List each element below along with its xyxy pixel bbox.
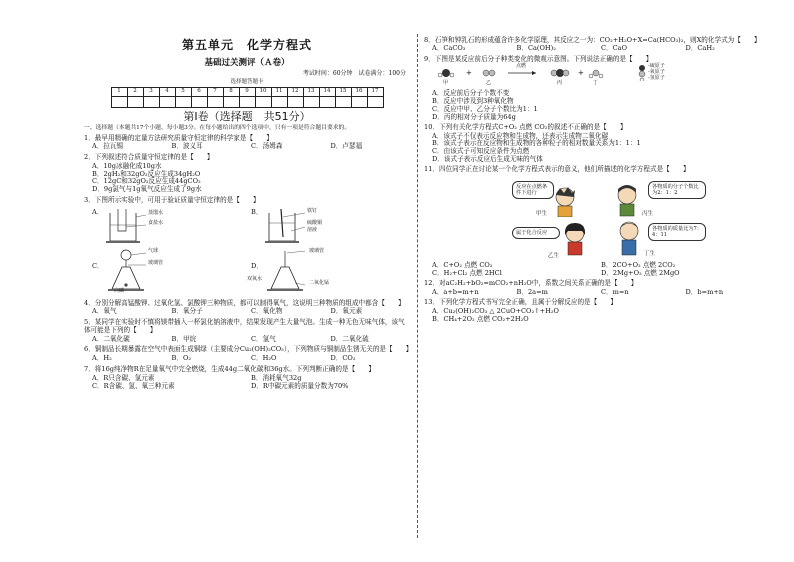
answer-card-cell[interactable] [303, 96, 319, 107]
q3-cap-a2: 食盐水 [148, 219, 164, 226]
q3-figure-b [251, 207, 410, 247]
left-column [84, 34, 413, 390]
answer-option[interactable]: C．氧化物 [251, 307, 283, 316]
q11-bubble-2: 各物质的分子个数比为2：1：2 [648, 181, 706, 199]
section-instructions: 一、选择题（本题共17个小题，每小题3分。在每小题给出的四个选项中，只有一项是符合题目要求的。 [84, 124, 351, 131]
answer-options [92, 375, 410, 391]
q3-cap-b1: 铁钉 [307, 207, 318, 214]
q3-figure-row-1 [92, 207, 410, 247]
page-subtitle: 基础过关测评（Ａ卷） [204, 58, 290, 69]
answer-options [92, 308, 410, 316]
q3-label-a: A． [92, 207, 104, 216]
question-item [424, 166, 770, 277]
answer-option[interactable]: A．Cu₂(OH)₂CO₃ △ 2CuO+CO₂↑+H₂O [432, 306, 559, 315]
q9-label-ding: 丁 [593, 80, 599, 87]
question-stem: 11．四位同学正在讨论某一个化学方程式表示的意义，他们所描述的化学方程式是【 】 [424, 165, 690, 174]
answer-option[interactable]: A．氧气 [92, 307, 117, 316]
answer-option[interactable]: B．消耗氧气32g [251, 373, 302, 382]
question-stem: 7．将16g纯净物R在足量氧气中完全燃烧，生成44g二氧化碳和36g水。下列判断正确的是【 】 [84, 365, 375, 374]
answer-option[interactable]: A．CaCO₃ [432, 44, 466, 53]
q3-cap-b3: 溶液 [307, 226, 318, 233]
answer-card-cell[interactable] [271, 96, 287, 107]
question-item [424, 299, 770, 323]
question-stem: 13．下列化学方程式书写完全正确，且属于分解反应的是【 】 [424, 298, 618, 307]
answer-card-cell[interactable] [207, 96, 223, 107]
answer-card-title: 选择题答题卡 [230, 79, 264, 86]
question-item [84, 319, 410, 343]
answer-option[interactable]: D．二氧化硫 [330, 334, 369, 343]
question-stem: 8．石笋和钟乳石的形成蕴含许多化学原理，其反应之一为：CO₂+H₂O+X=Ca(HCO₃)₂，则X的化学式为【 】 [424, 35, 761, 44]
answer-card-cell[interactable] [351, 96, 367, 107]
molecule-icon [432, 65, 682, 81]
exam-info: 考试时间：60分钟 试卷满分：100分 [302, 70, 406, 78]
q11-name-yi: 乙生 [548, 252, 560, 259]
answer-card-number: 12 [287, 87, 303, 96]
left-question-list [84, 133, 413, 391]
answer-option[interactable]: B．氧分子 [171, 307, 203, 316]
flask-icon [261, 249, 321, 295]
q11-bubble-4: 各物质的质量比为7：4：11 [648, 223, 706, 241]
q9-label-jia: 甲 [443, 80, 449, 87]
answer-option[interactable]: A．C+O₂ 点燃 CO₂ [432, 260, 493, 269]
answer-option[interactable]: C．汤姆森 [251, 142, 283, 151]
answer-option[interactable]: B．甲烷 [171, 334, 197, 343]
answer-card-number: 9 [239, 87, 255, 96]
svg-text:+: + [578, 69, 584, 78]
answer-option[interactable]: D．b=m+n [685, 287, 724, 296]
answer-option[interactable]: C．12gC和32gO₂反应生成44gCO₂ [92, 177, 201, 186]
answer-option[interactable]: B．该式子表示在反应物和生成物的各种粒子的相对数量关系为1：1：1 [432, 139, 641, 148]
answer-card [111, 87, 384, 108]
answer-card-cell[interactable] [239, 96, 255, 107]
q3-figure-c [92, 249, 251, 297]
question-stem: 3．下图所示实验中，可用于验证质量守恒定律的是【 】 [84, 195, 260, 204]
flask-icon [102, 249, 162, 295]
answer-option[interactable]: D．卢瑟福 [330, 142, 363, 151]
answer-card-cell[interactable] [111, 96, 127, 107]
q11-bubble-1: 反应在点燃条件下进行 [512, 181, 554, 199]
answer-card-cell[interactable] [367, 96, 383, 107]
right-column [424, 34, 770, 323]
question-item [424, 37, 770, 54]
answer-option[interactable]: A．反应前后分子个数不变 [432, 89, 510, 98]
question-item [84, 345, 413, 363]
answer-options [432, 308, 770, 324]
answer-card-number: 7 [207, 87, 223, 96]
answer-card-number: 3 [143, 87, 159, 96]
answer-option[interactable]: B．CH₄+2O₂ 点燃 CO₂+2H₂O [432, 314, 529, 323]
q9-label-yi: 乙 [486, 80, 492, 87]
q11-discussion-figure [424, 177, 770, 261]
student-avatar-icon [612, 183, 642, 217]
answer-card-number: 6 [191, 87, 207, 96]
answer-card-number: 17 [367, 87, 383, 96]
q3-cap-d2: 双氧水 [247, 275, 263, 282]
answer-card-number: 4 [159, 87, 175, 96]
answer-card-cell[interactable] [335, 96, 351, 107]
answer-options [92, 143, 410, 151]
answer-option[interactable]: A．拉瓦锡 [92, 142, 124, 151]
answer-option[interactable]: B．Ca(OH)₂ [516, 44, 556, 53]
question-stem: 9．下图是某反应前后分子种类变化的微观示意图。下列说法正确的是【 】 [424, 54, 653, 63]
answer-option[interactable]: A．a+b=m+n [432, 287, 479, 296]
answer-card-cell[interactable] [191, 96, 207, 107]
answer-card-number: 11 [271, 87, 287, 96]
answer-option[interactable]: C．氢气 [251, 334, 276, 343]
answer-card-cell[interactable] [287, 96, 303, 107]
answer-option[interactable]: B．2gH₂和32gO₂反应生成34gH₂O [92, 169, 201, 178]
q3-cap-a1: 蒸馏水 [148, 209, 164, 216]
answer-options [92, 336, 410, 344]
q3-cap-c1: 气球 [148, 247, 159, 254]
answer-option[interactable]: D．丙的相对分子质量为64g [432, 112, 516, 121]
answer-option[interactable]: A．R只含碳、氢元素 [92, 373, 155, 382]
answer-option[interactable]: D．CaH₂ [685, 44, 715, 53]
section-title: 第Ⅰ卷（选择题 共51分） [183, 109, 311, 123]
q3-cap-d3: 二氧化锰 [309, 279, 330, 286]
answer-option[interactable]: D．该式子表示反应后生成无味的气体 [432, 154, 543, 163]
q3-cap-c2: 玻璃管 [148, 259, 164, 266]
q3-label-d: D． [251, 261, 263, 270]
answer-option[interactable]: B．O₂ [171, 354, 191, 363]
q3-figure-d [247, 247, 410, 297]
answer-option[interactable]: A．10g冰融化成10g水 [92, 161, 162, 170]
answer-options [432, 90, 770, 121]
q3-figure-a [92, 207, 251, 247]
svg-text:+: + [466, 69, 472, 78]
question-item [424, 124, 770, 164]
question-stem: 5．某同学在实验时不慎将镁带插入一杯氯化钠溶液中，结果发现产生大量气泡。生成一种无色无味气体，该气体可能是下列的【 】 [84, 318, 405, 334]
answer-card-number: 16 [351, 87, 367, 96]
q9-condition: 点燃 [516, 63, 527, 70]
q3-figure-row-2 [92, 249, 410, 297]
answer-card-number: 2 [127, 87, 143, 96]
answer-options [92, 355, 410, 363]
q9-legend-h: -氢原子 [648, 75, 665, 82]
answer-option[interactable]: A．二氧化碳 [92, 334, 130, 343]
answer-option[interactable]: A．H₂ [92, 354, 112, 363]
answer-option[interactable]: C．反应中甲、乙分子个数比为1：1 [432, 104, 538, 113]
answer-card-cell[interactable] [143, 96, 159, 107]
answer-card-cell[interactable] [319, 96, 335, 107]
answer-option[interactable]: A．该式子不仅表示反应物和生成物，还表示生成物二氧化碳 [432, 131, 609, 140]
question-stem: 1．最早用精确的定量方法研究质量守恒定律的科学家是【 】 [84, 133, 273, 142]
answer-options [432, 289, 770, 297]
answer-options [92, 163, 410, 194]
answer-card-cell[interactable] [175, 96, 191, 107]
answer-card-cell[interactable] [223, 96, 239, 107]
q3-label-c: C． [92, 261, 104, 270]
question-stem: 6．铜制品长期暴露在空气中表面生成铜绿（主要成分Cu₂(OH)₂CO₃），下列物质与铜制品生锈无关的是【 】 [84, 345, 413, 354]
answer-options [432, 262, 770, 278]
question-stem: 10．下列有关化学方程式C+O₂ 点燃 CO₂的叙述不正确的是【 】 [424, 122, 627, 131]
q11-bubble-3: 属于化合反应 [512, 227, 560, 239]
q9-legend-o: -氧原子 [648, 69, 665, 76]
q3-cap-d1: 玻璃管 [309, 247, 325, 254]
answer-option[interactable]: C．H₂O [251, 354, 277, 363]
answer-card-number: 10 [255, 87, 271, 96]
column-divider [417, 34, 418, 538]
answer-option[interactable]: C．R含碳、氢、氧三种元素 [92, 381, 175, 390]
answer-option[interactable]: C．由该式子可知反应条件为点燃 [432, 147, 530, 156]
answer-card-cell[interactable] [127, 96, 143, 107]
page-title: 第五单元 化学方程式 [181, 38, 312, 52]
question-stem: 2．下列叙述符合质量守恒定律的是【 】 [84, 153, 214, 162]
answer-options [432, 45, 770, 53]
answer-card-cell[interactable] [255, 96, 271, 107]
q9-molecule-diagram [432, 65, 770, 89]
q11-name-jia: 甲生 [536, 210, 548, 217]
answer-card-number: 1 [111, 87, 127, 96]
answer-option[interactable]: C．CaO [601, 44, 628, 53]
question-item [84, 197, 410, 297]
question-item [84, 300, 410, 317]
answer-options [432, 133, 770, 164]
question-item [424, 56, 770, 122]
q3-cap-c3: 白磷 [114, 287, 125, 294]
answer-card-number: 15 [335, 87, 351, 96]
question-item [84, 154, 410, 194]
question-item [84, 366, 410, 390]
answer-option[interactable]: C．H₂+Cl₂ 点燃 2HCl [432, 268, 502, 277]
q3-cap-b2: 硫酸铜 [307, 219, 323, 226]
answer-card-number: 8 [223, 87, 239, 96]
answer-card-number: 5 [175, 87, 191, 96]
answer-option[interactable]: B．2CO+O₂ 点燃 2CO₂ [601, 260, 676, 269]
answer-option[interactable]: D．CO₂ [330, 354, 356, 363]
q3-label-b: B． [251, 207, 263, 216]
answer-option[interactable]: B．反应中涉及到3种氧化物 [432, 97, 514, 106]
answer-option[interactable]: B．波义耳 [171, 142, 203, 151]
student-avatar-icon [560, 221, 590, 257]
question-stem: 4．分别分解高锰酸钾、过氧化氢、氯酸钾三种物质，都可以制得氧气，这说明三种物质的组成中都含【 】 [84, 298, 405, 307]
student-avatar-icon [614, 219, 644, 257]
student-avatar-icon [550, 185, 580, 217]
answer-option[interactable]: D．氧元素 [330, 307, 363, 316]
q11-name-ding: 丁生 [644, 250, 656, 257]
answer-option[interactable]: D．R中碳元素的质量分数为70% [251, 381, 349, 390]
q9-label-bing: 丙 [557, 80, 563, 87]
question-stem: 12．对aC₂H₂+bO₂=mCO₂+nH₂O中，系数之间关系正确的是【 】 [424, 278, 638, 287]
question-item [84, 135, 410, 152]
q11-name-bing: 丙生 [642, 210, 654, 217]
answer-option[interactable]: B．2a=m [516, 287, 548, 296]
answer-card-cell[interactable] [159, 96, 175, 107]
answer-card-number: 13 [303, 87, 319, 96]
q9-legend-s: -硫原子 [648, 63, 665, 70]
answer-option[interactable]: C．m=n [601, 287, 629, 296]
answer-card-number: 14 [319, 87, 335, 96]
answer-option[interactable]: D．2Mg+O₂ 点燃 2MgO [601, 268, 680, 277]
question-item [424, 280, 770, 297]
answer-option[interactable]: D．9g氯气与1g氧气反应生成了9g水 [92, 185, 202, 194]
right-question-list [424, 37, 770, 324]
